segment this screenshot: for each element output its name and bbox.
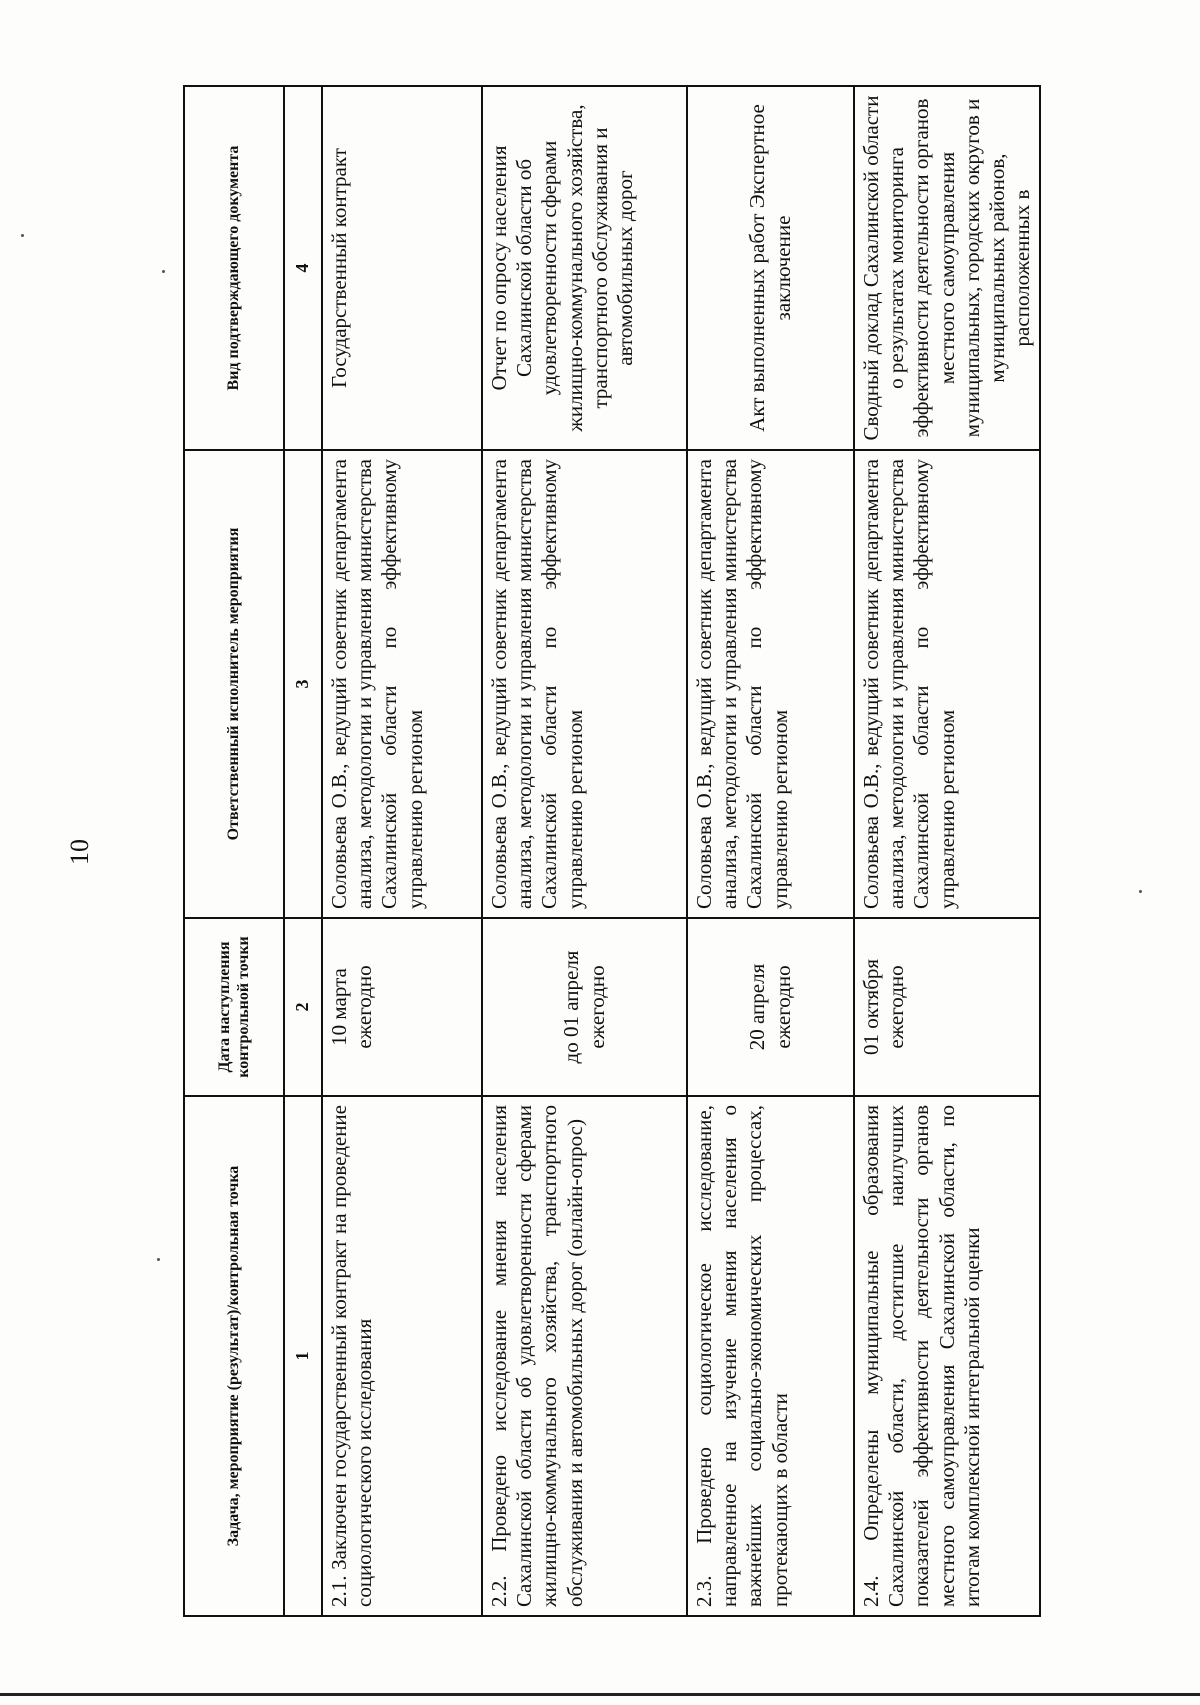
header-date: Дата наступления контрольной точки [184, 918, 284, 1096]
table-header-row [184, 86, 284, 1616]
rotated-table-wrapper [183, 87, 1035, 1617]
document-cell: Отчет по опросу населения Сахалинской области об удовлетворенности сферами жилищно-коммунального хозяйства, транспортного обслуживания и автомобильных дорог [482, 86, 687, 450]
task-cell: 2.4. Определены муниципальные образования Сахалинской области, достигшие наилучших показателей эффективности деятельности органов местного самоуправления Сахалинской области, по итогам комплексной интегральной оценки [854, 1096, 1040, 1616]
executor-cell: Соловьева О.В., ведущий советник департамента анализа, методологии и управления министерства Сахалинской области по эффективному управлению регионом [482, 450, 687, 918]
scan-speck [157, 1258, 160, 1261]
executor-cell: Соловьева О.В., ведущий советник департамента анализа, методологии и управления министерства Сахалинской области по эффективному управлению регионом [322, 450, 482, 918]
header-executor: Ответственный исполнитель мероприятия [184, 450, 284, 918]
scan-speck [162, 270, 165, 273]
scan-speck [21, 234, 24, 237]
column-number-2: 2 [284, 918, 322, 1096]
date-cell: 20 апреля ежегодно [687, 918, 854, 1096]
date-cell: 10 марта ежегодно [322, 918, 482, 1096]
table-row [482, 86, 687, 1616]
scan-speck [1139, 890, 1142, 893]
table-row [854, 86, 1040, 1616]
column-number-3: 3 [284, 450, 322, 918]
date-cell: 01 октября ежегодно [854, 918, 1040, 1096]
column-number-1: 1 [284, 1096, 322, 1616]
executor-cell: Соловьева О.В., ведущий советник департамента анализа, методологии и управления министерства Сахалинской области по эффективному управлению регионом [854, 450, 1040, 918]
column-number-row [284, 86, 322, 1616]
table-row [322, 86, 482, 1616]
page-number: 10 [65, 839, 94, 865]
header-task: Задача, мероприятие (результат)/контрольная точка [184, 1096, 284, 1616]
date-cell: до 01 апреля ежегодно [482, 918, 687, 1096]
document-cell: Сводный доклад Сахалинской области о результатах мониторинга эффективности деятельности органов местного самоуправления муниципальных, городских округов и муниципальных районов, расположенных в [854, 86, 1040, 450]
executor-cell: Соловьева О.В., ведущий советник департамента анализа, методологии и управления министерства Сахалинской области по эффективному управлению регионом [687, 450, 854, 918]
document-cell: Государственный контракт [322, 86, 482, 450]
column-number-4: 4 [284, 86, 322, 450]
scan-bottom-edge [0, 1693, 1200, 1696]
task-cell: 2.3. Проведено социологическое исследование, направленное на изучение мнения населения о важнейших социально-экономических процессах, протекающих в области [687, 1096, 854, 1616]
table-row [687, 86, 854, 1616]
document-table [183, 85, 1041, 1617]
task-cell: 2.2. Проведено исследование мнения населения Сахалинской области об удовлетворенности сферами жилищно-коммунального хозяйства, транспортного обслуживания и автомобильных дорог (онлайн-опрос) [482, 1096, 687, 1616]
header-document: Вид подтверждающего документа [184, 86, 284, 450]
task-cell: 2.1. Заключен государственный контракт на проведение социологического исследования [322, 1096, 482, 1616]
document-cell: Акт выполненных работ Экспертное заключение [687, 86, 854, 450]
